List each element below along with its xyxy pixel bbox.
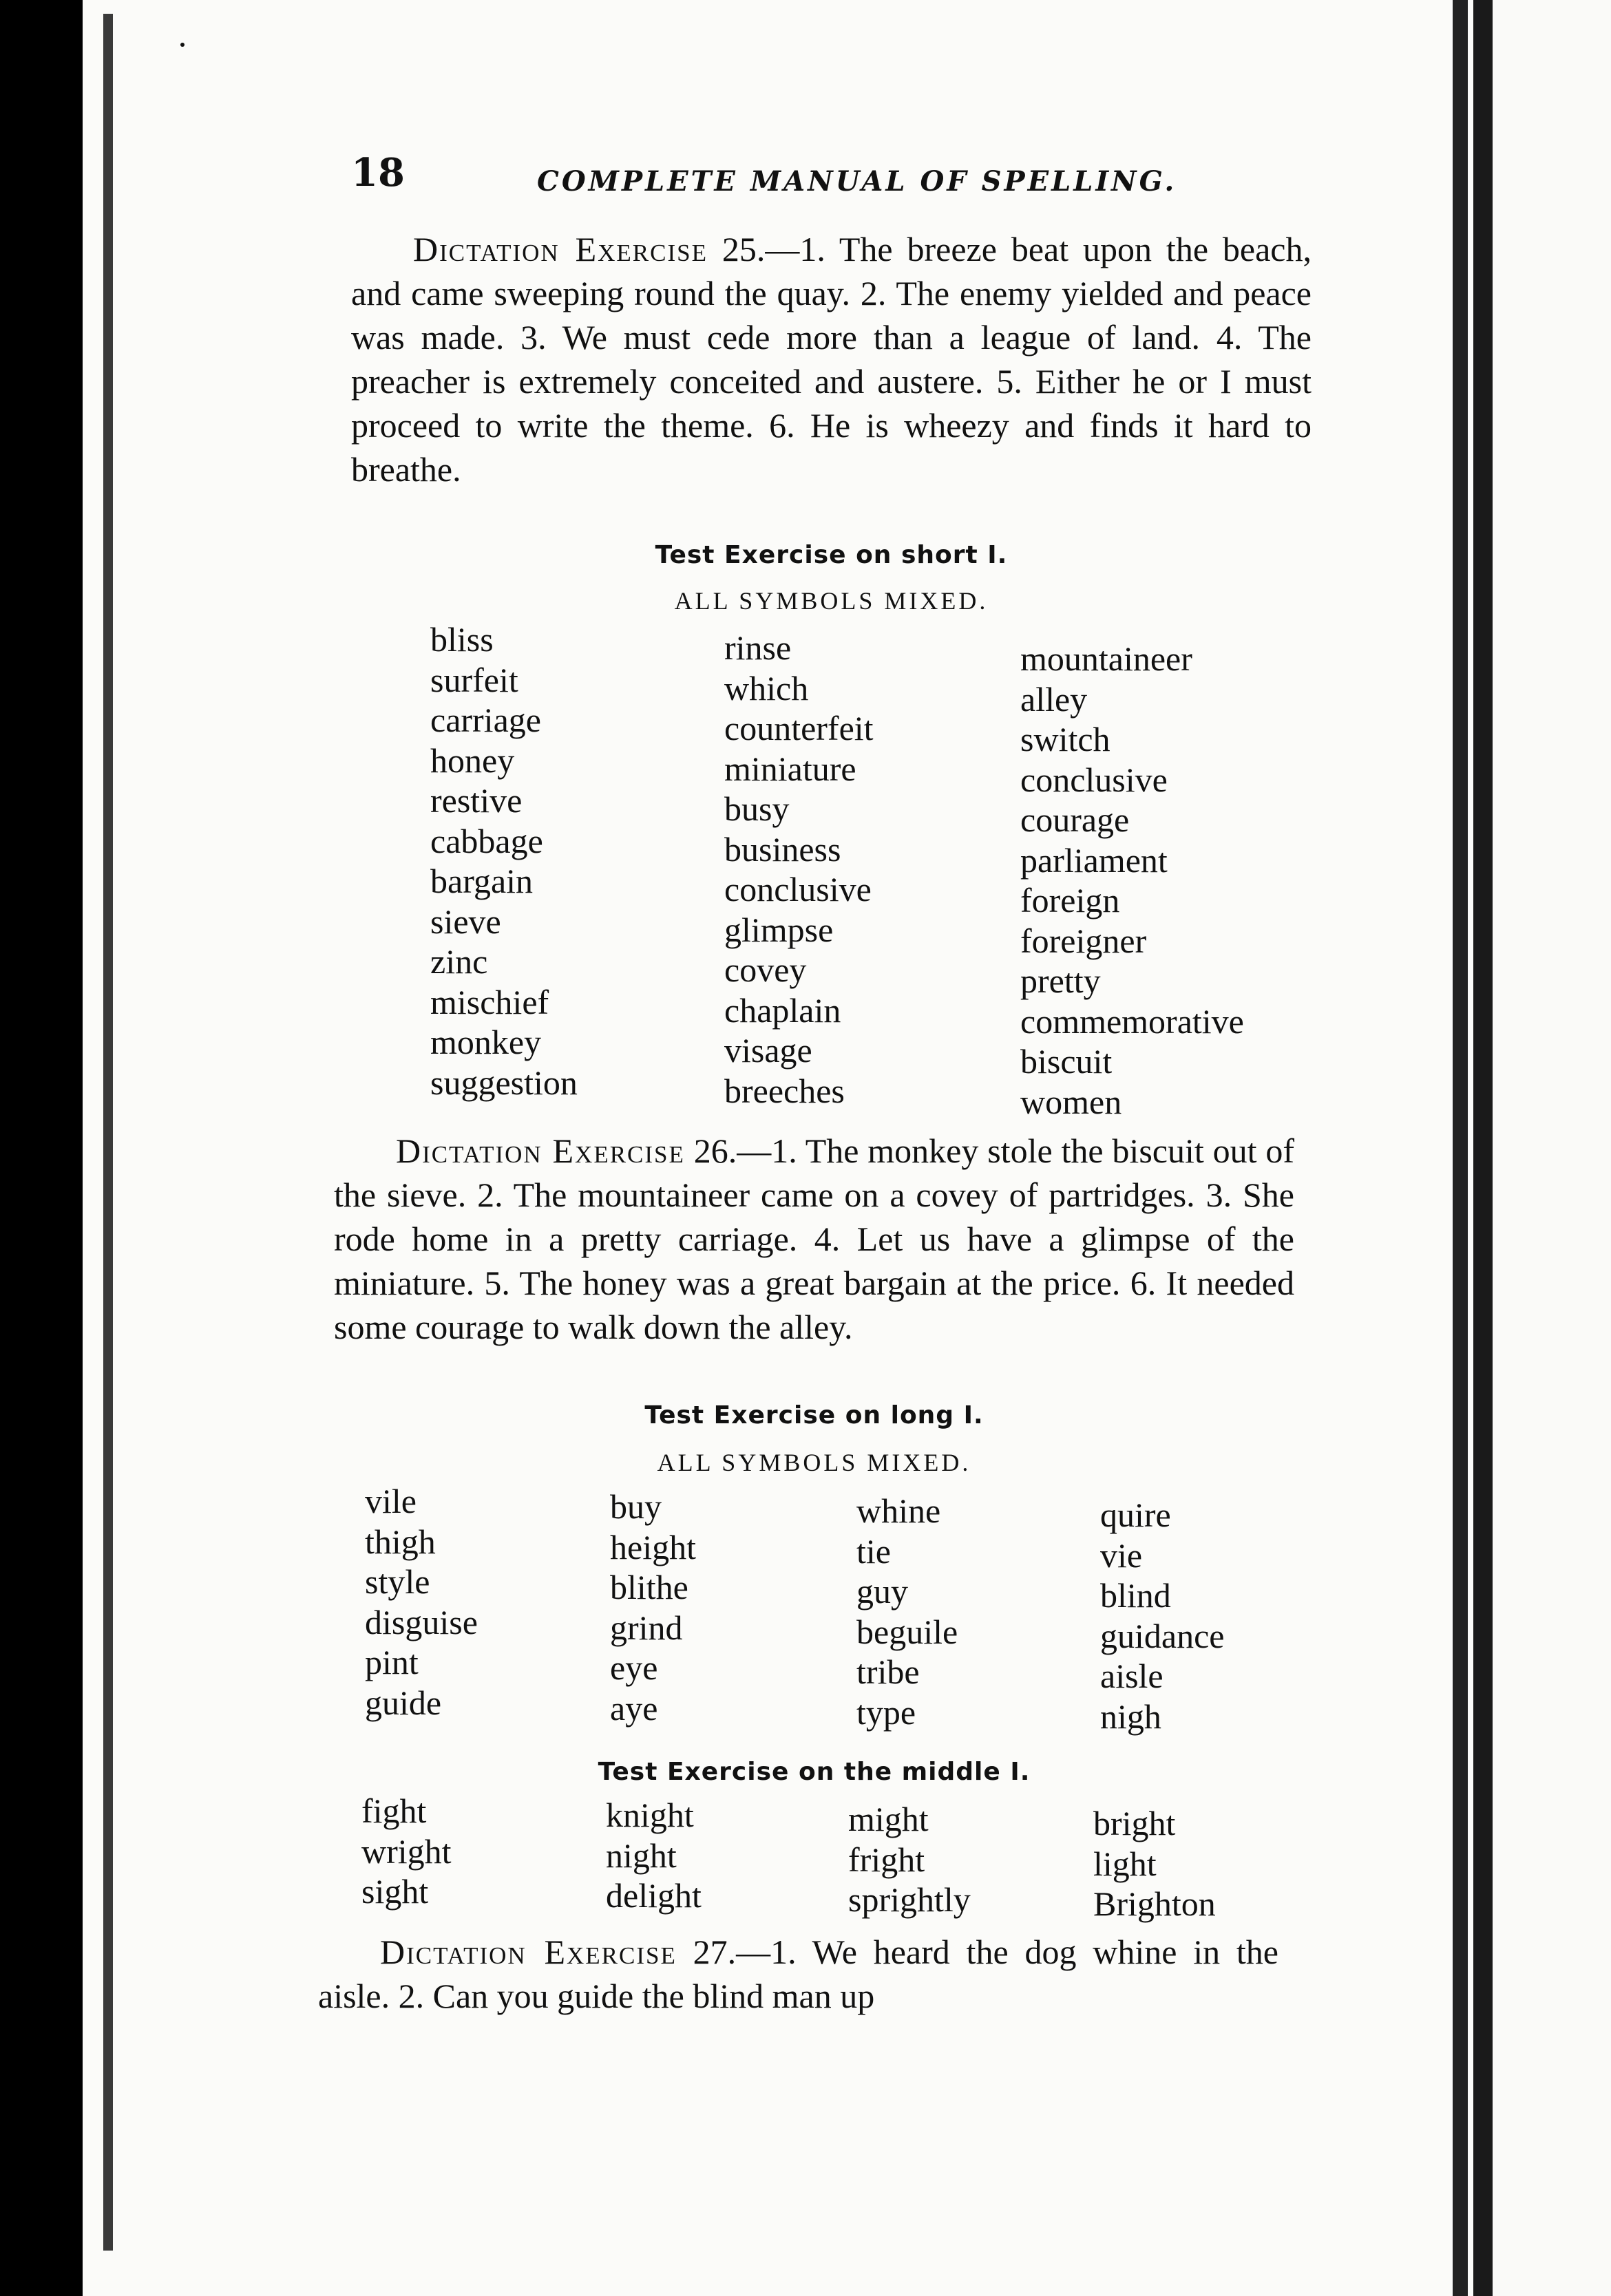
word: conclusive xyxy=(1020,760,1168,799)
page-gutter-shadow xyxy=(1453,0,1468,2296)
word: light xyxy=(1093,1844,1157,1883)
word: vile xyxy=(365,1482,417,1520)
word: fright xyxy=(848,1840,925,1879)
word: sieve xyxy=(430,902,501,941)
test-long-i-title: Test Exercise on long I. xyxy=(644,1401,984,1429)
word: mischief xyxy=(430,982,549,1021)
word: conclusive xyxy=(724,870,872,908)
word-column-long-i-1 xyxy=(365,1481,478,1723)
word: thigh xyxy=(365,1522,436,1561)
word: tie xyxy=(856,1531,891,1571)
scan-speck xyxy=(180,43,185,47)
word: type xyxy=(856,1692,916,1732)
word: business xyxy=(724,829,841,869)
word: buy xyxy=(610,1487,662,1526)
test-long-i-subtitle: ALL SYMBOLS MIXED. xyxy=(657,1449,971,1476)
word: guide xyxy=(365,1683,442,1722)
word: height xyxy=(610,1527,696,1566)
word: women xyxy=(1020,1082,1122,1121)
word: tribe xyxy=(856,1652,920,1691)
word: zinc xyxy=(430,942,488,981)
dictation-text: 26.—1. The monkey stole the biscuit out of the sieve. 2. The mountaineer came on a covey of partridges. 3. She rode home in a pretty carriage. 4. Let us have a glimpse of the miniature. 5. The honey was a great bargain at the price. 6. It needed some courage to walk down the alley. xyxy=(334,1131,1294,1346)
word: which xyxy=(724,668,809,708)
word: miniature xyxy=(724,749,856,788)
word-column-middle-i-3 xyxy=(848,1799,971,1920)
word: foreigner xyxy=(1020,921,1147,960)
word: biscuit xyxy=(1020,1042,1113,1081)
word: bargain xyxy=(430,862,534,900)
test-short-i-subtitle: ALL SYMBOLS MIXED. xyxy=(674,587,989,615)
word: vie xyxy=(1100,1535,1143,1575)
page-header xyxy=(351,150,1329,205)
facing-page-shadow xyxy=(1473,0,1493,2296)
word: pint xyxy=(365,1643,419,1681)
word: restive xyxy=(430,781,523,820)
dictation-lead: Dictation Exercise xyxy=(413,230,708,268)
word-column-short-i-3 xyxy=(1020,639,1244,1122)
word: quire xyxy=(1100,1496,1171,1534)
word: aye xyxy=(610,1688,658,1728)
word: counterfeit xyxy=(724,709,874,747)
word: courage xyxy=(1020,800,1130,839)
word-column-long-i-3 xyxy=(856,1491,958,1732)
word: sprightly xyxy=(848,1880,971,1919)
word-column-middle-i-1 xyxy=(361,1791,452,1912)
word: switch xyxy=(1020,720,1110,758)
word: covey xyxy=(724,950,807,989)
word: carriage xyxy=(430,701,541,739)
word: breeches xyxy=(724,1071,845,1110)
test-middle-i-title: Test Exercise on the middle I. xyxy=(598,1758,1031,1786)
word: blithe xyxy=(610,1568,688,1606)
dictation-text: 27.—1. We heard the dog whine in the aisle. 2. Can you guide the blind man up xyxy=(318,1933,1278,2015)
word: night xyxy=(606,1836,677,1875)
word: visage xyxy=(724,1031,812,1070)
running-title: COMPLETE MANUAL OF SPELLING. xyxy=(537,165,1177,198)
word: surfeit xyxy=(430,660,518,699)
word: bright xyxy=(1093,1804,1176,1842)
word-column-short-i-1 xyxy=(430,619,578,1103)
page-number: 18 xyxy=(351,150,405,195)
test-short-i-title: Test Exercise on short I. xyxy=(655,541,1008,569)
word: suggestion xyxy=(430,1063,578,1102)
word: sight xyxy=(361,1872,429,1911)
word: eye xyxy=(610,1648,658,1687)
dictation-exercise-26 xyxy=(334,1129,1294,1349)
word: glimpse xyxy=(724,910,834,949)
page-left-edge-shadow xyxy=(103,14,113,2251)
word-column-middle-i-2 xyxy=(606,1795,702,1916)
word: commemorative xyxy=(1020,1001,1244,1041)
word: style xyxy=(365,1562,430,1601)
dictation-exercise-25 xyxy=(351,227,1312,491)
word: foreign xyxy=(1020,881,1120,920)
dictation-lead: Dictation Exercise xyxy=(380,1933,677,1971)
word: wright xyxy=(361,1831,452,1871)
word: pretty xyxy=(1020,961,1101,1000)
word: whine xyxy=(856,1491,941,1530)
word: honey xyxy=(430,741,515,780)
word: delight xyxy=(606,1876,702,1915)
word: guy xyxy=(856,1572,908,1611)
dictation-exercise-27 xyxy=(318,1930,1278,2018)
word: disguise xyxy=(365,1602,478,1641)
word: alley xyxy=(1020,679,1088,719)
word: knight xyxy=(606,1796,694,1834)
word: aisle xyxy=(1100,1657,1164,1695)
word-column-long-i-2 xyxy=(610,1487,696,1728)
word: Brighton xyxy=(1093,1884,1216,1923)
word: cabbage xyxy=(430,821,543,860)
word: blind xyxy=(1100,1576,1171,1615)
dictation-lead: Dictation Exercise xyxy=(396,1131,685,1170)
word: chaplain xyxy=(724,990,841,1030)
word-column-middle-i-4 xyxy=(1093,1803,1216,1924)
dictation-text: 25.—1. The breeze beat upon the beach, and came sweeping round the quay. 2. The enemy yielded and peace was made. 3. We must cede more than a league of land. 4. The preacher is extremely conceited and austere. 5. Either he or I must proceed to write the theme. 6. He is wheezy and finds it hard to breathe. xyxy=(351,230,1312,489)
facing-page-edge xyxy=(1473,0,1611,2296)
word: rinse xyxy=(724,628,792,667)
word: monkey xyxy=(430,1023,542,1061)
word: busy xyxy=(724,789,790,828)
word-column-long-i-4 xyxy=(1100,1495,1224,1736)
word: parliament xyxy=(1020,840,1168,880)
word: fight xyxy=(361,1792,427,1830)
word: nigh xyxy=(1100,1697,1161,1736)
word: grind xyxy=(610,1608,683,1647)
word: guidance xyxy=(1100,1616,1225,1655)
word: might xyxy=(848,1800,929,1838)
word: mountaineer xyxy=(1020,639,1192,678)
word: bliss xyxy=(430,620,494,659)
word-column-short-i-2 xyxy=(724,628,874,1111)
word: beguile xyxy=(856,1612,958,1651)
